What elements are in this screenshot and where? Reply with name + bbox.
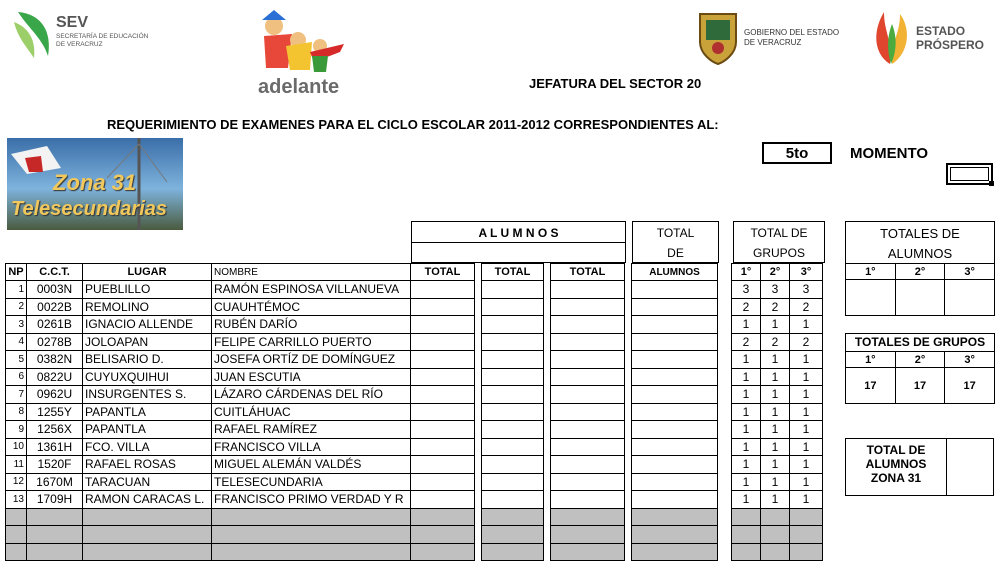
grado2-header: 2°: [761, 264, 790, 281]
nombre-cell[interactable]: JOSEFA ORTÍZ DE DOMÍNGUEZ: [212, 351, 411, 369]
table-row: [6, 438, 823, 456]
table-row: [6, 386, 823, 404]
de-header: DE: [667, 246, 684, 260]
zona-banner: [7, 138, 183, 230]
lugar-cell[interactable]: PAPANTLA: [83, 421, 212, 439]
totales-alumnos-v1[interactable]: [846, 280, 896, 316]
np-cell: 7: [6, 386, 27, 404]
grupo1-cell[interactable]: 1: [732, 316, 761, 334]
nombre-cell[interactable]: FRANCISCO VILLA: [212, 438, 411, 456]
cct-cell[interactable]: 0278B: [27, 333, 83, 351]
empty-cell[interactable]: [83, 508, 212, 526]
np-cell: 13: [6, 491, 27, 509]
total-cell-3[interactable]: [551, 351, 625, 369]
grupo3-cell[interactable]: 1: [790, 368, 823, 386]
empty-cell[interactable]: [551, 508, 625, 526]
requerimiento-heading: REQUERIMIENTO DE EXAMENES PARA EL CICLO ESCOLAR 2011-2012 CORRESPONDIENTES AL:: [107, 117, 719, 132]
empty-cell[interactable]: [6, 526, 27, 544]
alumnos-header: A L U M N O S: [478, 226, 559, 240]
empty-cell[interactable]: [632, 526, 718, 544]
empty-cell[interactable]: [632, 508, 718, 526]
adelante-figures-icon: [252, 6, 352, 76]
empty-cell[interactable]: [212, 543, 411, 561]
grupo3-cell[interactable]: 1: [790, 421, 823, 439]
lugar-cell[interactable]: RAFAEL ROSAS: [83, 456, 212, 474]
cct-cell[interactable]: 0382N: [27, 351, 83, 369]
total-cell-1[interactable]: [411, 368, 475, 386]
total-cell-3[interactable]: [551, 316, 625, 334]
total-cell-2[interactable]: [482, 491, 544, 509]
gobierno-text: GOBIERNO DEL ESTADO DE VERACRUZ: [744, 28, 840, 47]
zona-title: Zona 31: [53, 170, 137, 195]
nombre-cell[interactable]: TELESECUNDARIA: [212, 473, 411, 491]
grupo1-cell[interactable]: 1: [732, 403, 761, 421]
total-cell-3[interactable]: [551, 298, 625, 316]
grupo2-cell[interactable]: 1: [761, 438, 790, 456]
empty-cell[interactable]: [761, 543, 790, 561]
table-row: [6, 351, 823, 369]
totales-grupos-box: [845, 333, 995, 404]
total-cell-2[interactable]: [482, 473, 544, 491]
totales-grupos-v2[interactable]: 17: [895, 368, 945, 404]
np-cell: 10: [6, 438, 27, 456]
total-cell-3[interactable]: [551, 438, 625, 456]
empty-cell[interactable]: [732, 543, 761, 561]
empty-cell[interactable]: [761, 508, 790, 526]
alumnos-header-box: [411, 221, 626, 263]
cct-cell[interactable]: 0022B: [27, 298, 83, 316]
totales-grupos-g1: 1°: [846, 352, 896, 368]
nombre-cell[interactable]: FRANCISCO PRIMO VERDAD Y R: [212, 491, 411, 509]
cct-cell[interactable]: 1255Y: [27, 403, 83, 421]
adelante-text: adelante: [258, 76, 340, 98]
total-zona-line2: ALUMNOS: [865, 457, 927, 471]
empty-cell[interactable]: [411, 508, 475, 526]
empty-cell[interactable]: [790, 508, 823, 526]
total-alumnos-cell[interactable]: [632, 316, 718, 334]
empty-cell[interactable]: [411, 526, 475, 544]
total-cell-2[interactable]: [482, 438, 544, 456]
total-alumnos-cell[interactable]: [632, 438, 718, 456]
cct-header: C.C.T.: [27, 264, 83, 281]
lugar-cell[interactable]: IGNACIO ALLENDE: [83, 316, 212, 334]
empty-cell[interactable]: [83, 543, 212, 561]
table-row: [6, 316, 823, 334]
empty-cell[interactable]: [27, 526, 83, 544]
grupo3-cell[interactable]: 1: [790, 491, 823, 509]
grupo1-cell[interactable]: 3: [732, 281, 761, 299]
grupo2-cell[interactable]: 1: [761, 403, 790, 421]
total-cell-1[interactable]: [411, 386, 475, 404]
total-grupos-header-1: TOTAL DE: [750, 226, 808, 240]
momento-label: MOMENTO: [850, 145, 929, 162]
total-cell-1[interactable]: [411, 351, 475, 369]
totales-alumnos-title-2: ALUMNOS: [887, 246, 953, 261]
table-row: [6, 368, 823, 386]
total-alumnos-cell[interactable]: [632, 333, 718, 351]
empty-cell[interactable]: [482, 543, 544, 561]
lugar-cell[interactable]: PUEBLILLO: [83, 281, 212, 299]
empty-cell[interactable]: [83, 526, 212, 544]
grupo2-cell[interactable]: 1: [761, 368, 790, 386]
table-row: [6, 281, 823, 299]
total-zona-line1: TOTAL DE: [866, 443, 926, 457]
cct-cell[interactable]: 0003N: [27, 281, 83, 299]
np-cell: 1: [6, 281, 27, 299]
prospero-logo: [870, 8, 995, 66]
cct-cell[interactable]: 0261B: [27, 316, 83, 334]
empty-cell[interactable]: [482, 526, 544, 544]
lugar-cell[interactable]: FCO. VILLA: [83, 438, 212, 456]
np-cell: 8: [6, 403, 27, 421]
grupo1-cell[interactable]: 1: [732, 421, 761, 439]
nombre-cell[interactable]: MIGUEL ALEMÁN VALDÉS: [212, 456, 411, 474]
table-row: [6, 473, 823, 491]
total-cell-1[interactable]: [411, 298, 475, 316]
total-alumnos-cell[interactable]: [632, 351, 718, 369]
grupo3-cell[interactable]: 1: [790, 316, 823, 334]
grupo1-cell[interactable]: 1: [732, 438, 761, 456]
cct-cell[interactable]: 1670M: [27, 473, 83, 491]
examenes-table: [5, 263, 823, 561]
grupo1-cell[interactable]: 1: [732, 386, 761, 404]
lugar-cell[interactable]: PAPANTLA: [83, 403, 212, 421]
empty-cell[interactable]: [732, 526, 761, 544]
selected-cell[interactable]: [946, 163, 993, 185]
total-alumnos-cell[interactable]: [632, 456, 718, 474]
total-cell-1[interactable]: [411, 421, 475, 439]
empty-row: [6, 543, 823, 561]
nombre-cell[interactable]: FELIPE CARRILLO PUERTO: [212, 333, 411, 351]
nombre-cell[interactable]: CUAUHTÉMOC: [212, 298, 411, 316]
total-alumnos-cell[interactable]: [632, 491, 718, 509]
total-header: TOTAL: [656, 226, 695, 240]
total-cell-1[interactable]: [411, 316, 475, 334]
grupo3-cell[interactable]: 1: [790, 403, 823, 421]
nombre-cell[interactable]: RAMÓN ESPINOSA VILLANUEVA: [212, 281, 411, 299]
grupo2-cell[interactable]: 1: [761, 351, 790, 369]
cct-cell[interactable]: 1709H: [27, 491, 83, 509]
total-header-1: TOTAL: [411, 264, 475, 281]
grupo1-cell[interactable]: 2: [732, 333, 761, 351]
total-alumnos-cell[interactable]: [632, 281, 718, 299]
total-alumnos-cell[interactable]: [632, 368, 718, 386]
np-cell: 6: [6, 368, 27, 386]
table-row: [6, 333, 823, 351]
sev-logo: [12, 6, 152, 66]
total-cell-2[interactable]: [482, 316, 544, 334]
totales-alumnos-title-1: TOTALES DE: [880, 226, 960, 241]
total-cell-2[interactable]: [482, 456, 544, 474]
total-alumnos-header-box: [632, 221, 719, 263]
total-cell-2[interactable]: [482, 281, 544, 299]
total-alumnos-cell[interactable]: [632, 403, 718, 421]
grupo3-cell[interactable]: 1: [790, 456, 823, 474]
fill-handle[interactable]: [989, 181, 994, 186]
total-cell-1[interactable]: [411, 473, 475, 491]
nombre-cell[interactable]: LÁZARO CÁRDENAS DEL RÍO: [212, 386, 411, 404]
empty-cell[interactable]: [632, 543, 718, 561]
np-cell: 12: [6, 473, 27, 491]
total-cell-1[interactable]: [411, 403, 475, 421]
total-cell-2[interactable]: [482, 368, 544, 386]
grupo2-cell[interactable]: 2: [761, 333, 790, 351]
total-header-3: TOTAL: [551, 264, 625, 281]
table-row: [6, 298, 823, 316]
empty-cell[interactable]: [6, 543, 27, 561]
nombre-header: NOMBRE: [212, 264, 411, 281]
total-alumnos-cell[interactable]: [632, 473, 718, 491]
lugar-cell[interactable]: REMOLINO: [83, 298, 212, 316]
total-grupos-header-2: GRUPOS: [752, 246, 805, 260]
cct-cell[interactable]: 1361H: [27, 438, 83, 456]
table-row: [6, 403, 823, 421]
totales-alumnos-g1: 1°: [846, 264, 896, 280]
np-cell: 2: [6, 298, 27, 316]
totales-alumnos-g3: 3°: [945, 264, 995, 280]
prospero-text: ESTADO PRÓSPERO: [916, 24, 985, 52]
grupo3-cell[interactable]: 1: [790, 351, 823, 369]
total-cell-3[interactable]: [551, 281, 625, 299]
total-cell-3[interactable]: [551, 386, 625, 404]
empty-cell[interactable]: [411, 543, 475, 561]
sev-subtitle: SECRETARÍA DE EDUCACIÓN DE VERACRUZ: [56, 33, 149, 48]
grupo3-cell[interactable]: 2: [790, 298, 823, 316]
sev-title: SEV: [56, 14, 89, 31]
cct-cell[interactable]: 0962U: [27, 386, 83, 404]
grupo2-cell[interactable]: 2: [761, 298, 790, 316]
total-alumnos-cell[interactable]: [632, 421, 718, 439]
np-header: NP: [6, 264, 27, 281]
total-cell-3[interactable]: [551, 403, 625, 421]
grupo1-cell[interactable]: 1: [732, 351, 761, 369]
totales-alumnos-box: [845, 221, 995, 316]
total-cell-2[interactable]: [482, 333, 544, 351]
totales-grupos-g2: 2°: [895, 352, 945, 368]
empty-cell[interactable]: [212, 526, 411, 544]
table-row: [6, 421, 823, 439]
coat-of-arms-icon: [694, 8, 742, 66]
totales-alumnos-v3[interactable]: [945, 280, 995, 316]
np-cell: 4: [6, 333, 27, 351]
total-cell-2[interactable]: [482, 298, 544, 316]
total-cell-2[interactable]: [482, 421, 544, 439]
grupo3-cell[interactable]: 1: [790, 386, 823, 404]
empty-cell[interactable]: [761, 526, 790, 544]
grupo2-cell[interactable]: 1: [761, 386, 790, 404]
grupo1-cell[interactable]: 2: [732, 298, 761, 316]
grupo2-cell[interactable]: 1: [761, 456, 790, 474]
np-cell: 3: [6, 316, 27, 334]
prospero-flame-icon: [870, 8, 914, 66]
lugar-cell[interactable]: BELISARIO D.: [83, 351, 212, 369]
total-zona-line3: ZONA 31: [870, 471, 922, 485]
totales-alumnos-v2[interactable]: [895, 280, 945, 316]
grupo2-cell[interactable]: 1: [761, 473, 790, 491]
total-cell-1[interactable]: [411, 438, 475, 456]
nombre-cell[interactable]: RUBÉN DARÍO: [212, 316, 411, 334]
total-cell-2[interactable]: [482, 386, 544, 404]
grupo1-cell[interactable]: 1: [732, 368, 761, 386]
total-cell-3[interactable]: [551, 473, 625, 491]
total-grupos-header-box: [733, 221, 825, 263]
cct-cell[interactable]: 1256X: [27, 421, 83, 439]
sev-leaf-icon: [12, 8, 56, 60]
total-cell-1[interactable]: [411, 491, 475, 509]
grupo2-cell[interactable]: 1: [761, 491, 790, 509]
grado3-header: 3°: [790, 264, 823, 281]
grado1-header: 1°: [732, 264, 761, 281]
table-row: [6, 491, 823, 509]
total-cell-3[interactable]: [551, 491, 625, 509]
empty-row: [6, 508, 823, 526]
empty-cell[interactable]: [27, 543, 83, 561]
totales-alumnos-g2: 2°: [895, 264, 945, 280]
grupo1-cell[interactable]: 1: [732, 456, 761, 474]
lugar-cell[interactable]: TARACUAN: [83, 473, 212, 491]
total-header-2: TOTAL: [482, 264, 544, 281]
empty-cell[interactable]: [551, 526, 625, 544]
cct-cell[interactable]: 0822U: [27, 368, 83, 386]
empty-cell[interactable]: [790, 543, 823, 561]
table-header-row: [6, 264, 823, 281]
lugar-cell[interactable]: JOLOAPAN: [83, 333, 212, 351]
empty-cell[interactable]: [790, 526, 823, 544]
grupo2-cell[interactable]: 1: [761, 316, 790, 334]
empty-row: [6, 526, 823, 544]
momento-value[interactable]: 5to: [762, 142, 832, 164]
empty-cell[interactable]: [482, 508, 544, 526]
total-cell-3[interactable]: [551, 368, 625, 386]
total-cell-3[interactable]: [551, 456, 625, 474]
empty-cell[interactable]: [27, 508, 83, 526]
empty-cell[interactable]: [6, 508, 27, 526]
empty-cell[interactable]: [212, 508, 411, 526]
grupo3-cell[interactable]: 1: [790, 438, 823, 456]
grupo1-cell[interactable]: 1: [732, 491, 761, 509]
lugar-header: LUGAR: [83, 264, 212, 281]
total-cell-2[interactable]: [482, 403, 544, 421]
gobierno-logo: [694, 8, 854, 66]
totales-grupos-v1[interactable]: 17: [846, 368, 896, 404]
total-cell-1[interactable]: [411, 456, 475, 474]
totales-grupos-g3: 3°: [945, 352, 995, 368]
np-cell: 11: [6, 456, 27, 474]
grupo3-cell[interactable]: 1: [790, 473, 823, 491]
grupo3-cell[interactable]: 2: [790, 333, 823, 351]
grupo2-cell[interactable]: 1: [761, 421, 790, 439]
empty-cell[interactable]: [551, 543, 625, 561]
empty-cell[interactable]: [732, 508, 761, 526]
total-alumnos-cell[interactable]: [632, 386, 718, 404]
grupo1-cell[interactable]: 1: [732, 473, 761, 491]
alumnos-col-header: ALUMNOS: [632, 264, 718, 281]
nombre-cell[interactable]: CUITLÁHUAC: [212, 403, 411, 421]
total-cell-2[interactable]: [482, 351, 544, 369]
total-zona-box: [845, 438, 994, 496]
lugar-cell[interactable]: RAMON CARACAS L.: [83, 491, 212, 509]
grupo3-cell[interactable]: 3: [790, 281, 823, 299]
cct-cell[interactable]: 1520F: [27, 456, 83, 474]
totales-grupos-title: TOTALES DE GRUPOS: [854, 335, 986, 349]
lugar-cell[interactable]: CUYUXQUIHUI: [83, 368, 212, 386]
jefatura-heading: JEFATURA DEL SECTOR 20: [529, 76, 702, 91]
totales-grupos-v3[interactable]: 17: [945, 368, 995, 404]
total-cell-3[interactable]: [551, 333, 625, 351]
zona-subtitle: Telesecundarias: [11, 198, 168, 220]
total-cell-3[interactable]: [551, 421, 625, 439]
nombre-cell[interactable]: RAFAEL RAMÍREZ: [212, 421, 411, 439]
np-cell: 9: [6, 421, 27, 439]
total-alumnos-cell[interactable]: [632, 298, 718, 316]
nombre-cell[interactable]: JUAN ESCUTIA: [212, 368, 411, 386]
grupo2-cell[interactable]: 3: [761, 281, 790, 299]
total-zona-value[interactable]: [947, 439, 994, 495]
total-cell-1[interactable]: [411, 333, 475, 351]
total-cell-1[interactable]: [411, 281, 475, 299]
np-cell: 5: [6, 351, 27, 369]
adelante-logo: [252, 6, 352, 98]
lugar-cell[interactable]: INSURGENTES S.: [83, 386, 212, 404]
table-row: [6, 456, 823, 474]
